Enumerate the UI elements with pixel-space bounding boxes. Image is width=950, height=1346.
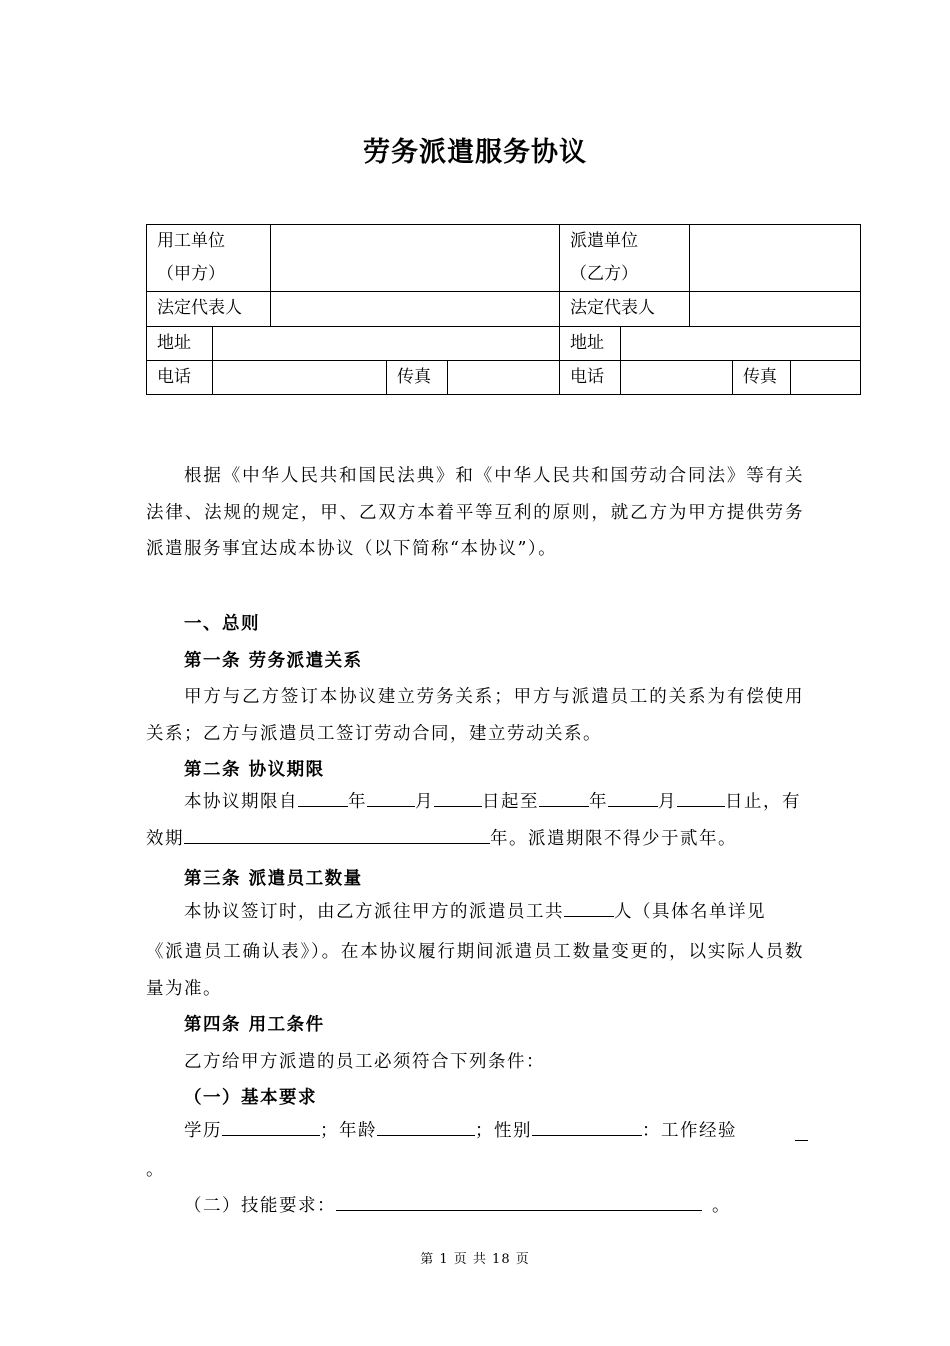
legal-rep-a-value xyxy=(271,292,560,327)
end-month-unit: 月 xyxy=(658,792,677,812)
staff-count-suffix: 人（具体名单详见 xyxy=(614,902,766,922)
end-day-unit: 日止，有 xyxy=(725,792,801,812)
article-2-title: 第二条 协议期限 xyxy=(184,760,325,780)
staff-count-line xyxy=(184,898,766,923)
intro-paragraph: 根据《中华人民共和国民法典》和《中华人民共和国劳动合同法》等有关法律、法规的规定，甲、乙双方本着平等互利的原则，就乙方为甲方提供劳务派遣服务事宜达成本协议（以下简称“本协议”）。 xyxy=(146,466,804,559)
party-a-label: 用工单位 xyxy=(157,231,225,251)
start-day-unit: 日起至 xyxy=(482,792,539,812)
skill-label: （二）技能要求： xyxy=(184,1196,336,1216)
basic-requirements-title: （一）基本要求 xyxy=(184,1088,317,1108)
skill-end: 。 xyxy=(712,1196,731,1216)
section-heading: 一、总则 xyxy=(184,614,260,634)
party-b-value-cell xyxy=(690,225,861,292)
article-4-title: 第四条 用工条件 xyxy=(184,1015,325,1035)
gender-blank xyxy=(532,1117,642,1136)
party-b-label: 派遣单位 xyxy=(570,231,638,251)
fax-a-label: 传真 xyxy=(387,361,448,395)
staff-count-prefix: 本协议签订时，由乙方派往甲方的派遣员工共 xyxy=(184,902,564,922)
article-3-text: 《派遣员工确认表》）。在本协议履行期间派遣员工数量变更的，以实际人员数量为准。 xyxy=(146,942,804,999)
party-a-sublabel: （甲方） xyxy=(157,264,225,284)
legal-rep-a-label: 法定代表人 xyxy=(147,292,271,327)
document-title: 劳务派遣服务协议 xyxy=(363,137,587,168)
fax-b-label: 传真 xyxy=(733,361,791,395)
address-a-label: 地址 xyxy=(147,327,213,361)
party-a-label-cell xyxy=(147,225,271,292)
general-section xyxy=(146,606,804,789)
start-day-blank xyxy=(434,788,482,807)
start-month-blank xyxy=(367,788,415,807)
fax-b-value xyxy=(791,361,861,395)
skill-blank xyxy=(336,1192,702,1211)
experience-label: ：工作经验 xyxy=(642,1121,737,1141)
end-day-blank xyxy=(677,788,725,807)
article-1-text: 甲方与乙方签订本协议建立劳务关系；甲方与派遣员工的关系为有偿使用关系；乙方与派遣员工签订劳动合同，建立劳动关系。 xyxy=(146,687,804,744)
legal-rep-b-value xyxy=(690,292,861,327)
phone-b-value xyxy=(621,361,733,395)
article-4-text: 乙方给甲方派遣的员工必须符合下列条件： xyxy=(184,1051,545,1072)
address-a-value xyxy=(213,327,560,361)
basic-requirements-end: 。 xyxy=(146,1160,165,1180)
party-info-table xyxy=(146,224,861,395)
address-b-label: 地址 xyxy=(560,327,621,361)
validity-prefix: 效期 xyxy=(146,829,184,849)
basic-requirements-line xyxy=(184,1117,737,1142)
article-3-title: 第三条 派遣员工数量 xyxy=(184,869,363,889)
start-year-blank xyxy=(298,788,348,807)
staff-count-blank xyxy=(564,898,614,917)
validity-blank xyxy=(184,825,490,844)
article-3-block xyxy=(146,861,804,898)
article-1-title: 第一条 劳务派遣关系 xyxy=(184,650,363,671)
fax-a-value xyxy=(448,361,560,395)
end-year-blank xyxy=(539,788,589,807)
term-line-2 xyxy=(146,825,737,850)
skill-requirements-line xyxy=(184,1192,731,1217)
article-3-rest-block xyxy=(146,934,804,1117)
term-prefix: 本协议期限自 xyxy=(184,792,298,812)
legal-rep-b-label: 法定代表人 xyxy=(560,292,690,327)
end-month-blank xyxy=(608,788,658,807)
party-a-value-cell xyxy=(271,225,560,292)
intro-paragraph-block xyxy=(146,458,804,568)
address-b-value xyxy=(621,327,861,361)
start-month-unit: 月 xyxy=(415,792,434,812)
gender-label: ；性别 xyxy=(475,1121,532,1141)
education-blank xyxy=(222,1117,320,1136)
phone-a-value xyxy=(213,361,387,395)
education-label: 学历 xyxy=(184,1121,222,1141)
phone-b-label: 电话 xyxy=(560,361,621,395)
experience-blank xyxy=(795,1140,808,1141)
term-line-1 xyxy=(184,788,801,813)
start-year-unit: 年 xyxy=(348,792,367,812)
end-year-unit: 年 xyxy=(589,792,608,812)
party-b-sublabel: （乙方） xyxy=(570,264,638,284)
age-blank xyxy=(377,1117,475,1136)
validity-suffix: 年。派遣期限不得少于贰年。 xyxy=(490,829,737,849)
age-label: ；年龄 xyxy=(320,1121,377,1141)
page-footer: 第 1 页 共 18 页 xyxy=(420,1252,530,1267)
phone-a-label: 电话 xyxy=(147,361,213,395)
party-b-label-cell xyxy=(560,225,690,292)
